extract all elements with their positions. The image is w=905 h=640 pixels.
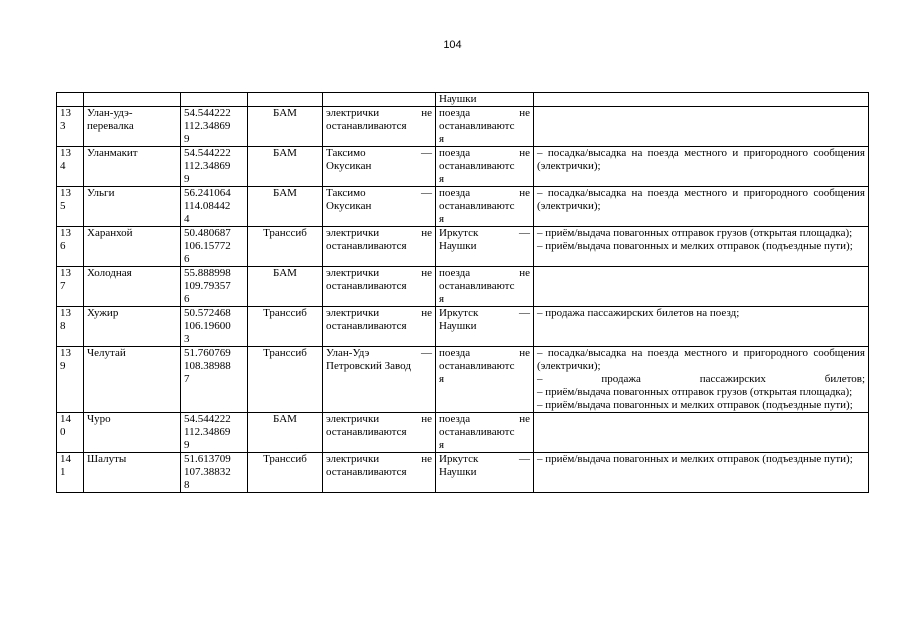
route-word: электрички	[326, 267, 380, 279]
direction-cell	[436, 413, 534, 453]
operations-cell	[534, 267, 869, 307]
commuter-route-cell	[323, 107, 436, 147]
commuter-route-cell	[323, 267, 436, 307]
table-row	[57, 307, 869, 347]
operation-item: – посадка/высадка на поезда местного и пригородного сообщения (электрички);	[537, 347, 865, 372]
direction-line-1	[439, 267, 530, 280]
commuter-route-cell	[323, 227, 436, 267]
direction-word: поезда	[439, 107, 471, 119]
operations-cell	[534, 413, 869, 453]
direction-cell: Наушки	[436, 93, 534, 107]
route-line-1	[326, 227, 432, 240]
route-line-2: Петровский Завод	[326, 360, 411, 372]
commuter-route-cell	[323, 347, 436, 413]
direction-line-1	[439, 187, 530, 200]
direction-cell	[436, 147, 534, 187]
direction-word: Иркутск	[439, 307, 479, 319]
coordinates-cell: 51.760769 108.38988 7	[181, 347, 248, 413]
railway-line-cell: БАМ	[248, 187, 323, 227]
direction-line-1	[439, 147, 530, 160]
station-name-cell: Ульги	[84, 187, 181, 227]
route-word: —	[421, 187, 432, 199]
table-row	[57, 347, 869, 413]
table-row	[57, 107, 869, 147]
route-word: Таксимо	[326, 187, 366, 199]
route-line-1	[326, 107, 432, 120]
route-word: электрички	[326, 227, 380, 239]
row-number-cell: 13 3	[57, 107, 84, 147]
direction-cell	[436, 347, 534, 413]
direction-word: не	[519, 347, 530, 359]
table-row	[57, 227, 869, 267]
direction-line-1	[439, 347, 530, 360]
operations-cell	[534, 347, 869, 413]
direction-line-1	[439, 307, 530, 320]
direction-word: не	[519, 267, 530, 279]
direction-word: не	[519, 107, 530, 119]
table-row	[57, 453, 869, 493]
route-line-1	[326, 413, 432, 426]
route-word: электрички	[326, 307, 380, 319]
direction-cell	[436, 453, 534, 493]
coordinates-cell: 54.544222 112.34869 9	[181, 147, 248, 187]
commuter-route-cell	[323, 187, 436, 227]
operations-cell	[534, 307, 869, 347]
route-line-1	[326, 453, 432, 466]
direction-line-2: останавливаютс	[439, 360, 515, 372]
commuter-route-cell	[323, 453, 436, 493]
table-row	[57, 267, 869, 307]
route-word: Улан-Удэ	[326, 347, 370, 359]
direction-word: не	[519, 147, 530, 159]
direction-line-3: я	[439, 173, 445, 185]
direction-line-1	[439, 453, 530, 466]
direction-line-1	[439, 413, 530, 426]
row-number-cell: 13 6	[57, 227, 84, 267]
direction-word: поезда	[439, 267, 471, 279]
operation-item: – приём/выдача повагонных и мелких отправок (подъездные пути);	[537, 240, 853, 252]
direction-line-2: останавливаютс	[439, 426, 515, 438]
station-name-cell: Харанхой	[84, 227, 181, 267]
station-name-cell: Чуро	[84, 413, 181, 453]
table-row-continuation	[57, 93, 869, 107]
route-word: Таксимо	[326, 147, 366, 159]
operation-item: – продажа пассажирских билетов на поезд;	[537, 307, 740, 319]
railway-line-cell: БАМ	[248, 147, 323, 187]
direction-line-3: я	[439, 133, 445, 145]
railway-line-cell: БАМ	[248, 267, 323, 307]
table-row	[57, 147, 869, 187]
railway-line-cell: БАМ	[248, 413, 323, 453]
route-word: —	[421, 347, 432, 359]
direction-cell	[436, 107, 534, 147]
railway-line-cell: Транссиб	[248, 453, 323, 493]
route-word: не	[421, 307, 432, 319]
direction-cell	[436, 227, 534, 267]
coordinates-cell: 56.241064 114.08442 4	[181, 187, 248, 227]
station-name-cell: Шалуты	[84, 453, 181, 493]
direction-word: —	[519, 307, 530, 319]
route-line-2: Окусикан	[326, 160, 372, 172]
station-name-cell: Уланмакит	[84, 147, 181, 187]
direction-line-2: останавливаютс	[439, 200, 515, 212]
direction-word: не	[519, 413, 530, 425]
direction-line-2: останавливаютс	[439, 120, 515, 132]
operation-item: – посадка/высадка на поезда местного и пригородного сообщения (электрички);	[537, 147, 865, 172]
direction-cell	[436, 187, 534, 227]
route-word: не	[421, 107, 432, 119]
table-row	[57, 413, 869, 453]
coordinates-cell: 54.544222 112.34869 9	[181, 413, 248, 453]
operation-item: – посадка/высадка на поезда местного и пригородного сообщения (электрички);	[537, 187, 865, 212]
direction-word: поезда	[439, 187, 471, 199]
direction-line-2: останавливаютс	[439, 280, 515, 292]
commuter-route-cell	[323, 307, 436, 347]
direction-line-2: Наушки	[439, 320, 477, 332]
row-number-cell: 14 0	[57, 413, 84, 453]
operation-item: – приём/выдача повагонных отправок грузов (открытая площадка);	[537, 386, 853, 398]
stations-table	[56, 92, 869, 493]
direction-line-3: я	[439, 373, 445, 385]
station-name-cell: Улан-удэ- перевалка	[84, 107, 181, 147]
route-line-2: останавливаются	[326, 280, 407, 292]
direction-word: Иркутск	[439, 227, 479, 239]
station-name-cell: Челутай	[84, 347, 181, 413]
route-line-1	[326, 267, 432, 280]
railway-line-cell: Транссиб	[248, 307, 323, 347]
row-number-cell: 14 1	[57, 453, 84, 493]
direction-word: поезда	[439, 413, 471, 425]
direction-cell	[436, 267, 534, 307]
coordinates-cell: 55.888998 109.79357 6	[181, 267, 248, 307]
coordinates-cell: 50.572468 106.19600 3	[181, 307, 248, 347]
route-word: электрички	[326, 453, 380, 465]
direction-word: поезда	[439, 347, 471, 359]
route-line-2: останавливаются	[326, 120, 407, 132]
commuter-route-cell	[323, 147, 436, 187]
direction-line-3: я	[439, 213, 445, 225]
route-line-1	[326, 307, 432, 320]
route-line-2: останавливаются	[326, 426, 407, 438]
operations-cell	[534, 453, 869, 493]
route-word: электрички	[326, 107, 380, 119]
direction-line-1	[439, 227, 530, 240]
route-word: —	[421, 147, 432, 159]
operations-cell	[534, 187, 869, 227]
coordinates-cell: 51.613709 107.38832 8	[181, 453, 248, 493]
operation-item: – приём/выдача повагонных и мелких отправок (подъездные пути);	[537, 453, 853, 465]
operations-cell	[534, 107, 869, 147]
operation-item: – приём/выдача повагонных отправок грузов (открытая площадка);	[537, 227, 853, 239]
row-number-cell: 13 7	[57, 267, 84, 307]
operation-item: – продажа пассажирских билетов;	[537, 373, 865, 385]
route-word: не	[421, 453, 432, 465]
direction-line-3: я	[439, 293, 445, 305]
operation-item: – приём/выдача повагонных и мелких отправок (подъездные пути);	[537, 399, 853, 411]
route-line-1	[326, 347, 432, 360]
direction-word: не	[519, 187, 530, 199]
route-line-2: останавливаются	[326, 240, 407, 252]
direction-cell	[436, 307, 534, 347]
direction-word: Иркутск	[439, 453, 479, 465]
route-line-1	[326, 147, 432, 160]
station-name-cell: Холодная	[84, 267, 181, 307]
route-word: не	[421, 413, 432, 425]
row-number-cell: 13 8	[57, 307, 84, 347]
commuter-route-cell	[323, 413, 436, 453]
coordinates-cell: 54.544222 112.34869 9	[181, 107, 248, 147]
table-row	[57, 187, 869, 227]
coordinates-cell: 50.480687 106.15772 6	[181, 227, 248, 267]
direction-line-2: останавливаютс	[439, 160, 515, 172]
route-line-2: останавливаются	[326, 320, 407, 332]
direction-word: —	[519, 453, 530, 465]
route-line-1	[326, 187, 432, 200]
direction-word: поезда	[439, 147, 471, 159]
route-line-2: Окусикан	[326, 200, 372, 212]
row-number-cell: 13 9	[57, 347, 84, 413]
direction-line-1	[439, 107, 530, 120]
route-word: электрички	[326, 413, 380, 425]
direction-line-3: я	[439, 439, 445, 451]
direction-line-2: Наушки	[439, 240, 477, 252]
direction-word: —	[519, 227, 530, 239]
row-number-cell: 13 5	[57, 187, 84, 227]
route-word: не	[421, 267, 432, 279]
row-number-cell: 13 4	[57, 147, 84, 187]
railway-line-cell: Транссиб	[248, 227, 323, 267]
page-number: 104	[443, 39, 462, 51]
railway-line-cell: БАМ	[248, 107, 323, 147]
station-name-cell: Хужир	[84, 307, 181, 347]
route-word: не	[421, 227, 432, 239]
operations-cell	[534, 147, 869, 187]
direction-line-2: Наушки	[439, 466, 477, 478]
route-line-2: останавливаются	[326, 466, 407, 478]
railway-line-cell: Транссиб	[248, 347, 323, 413]
operations-cell	[534, 227, 869, 267]
